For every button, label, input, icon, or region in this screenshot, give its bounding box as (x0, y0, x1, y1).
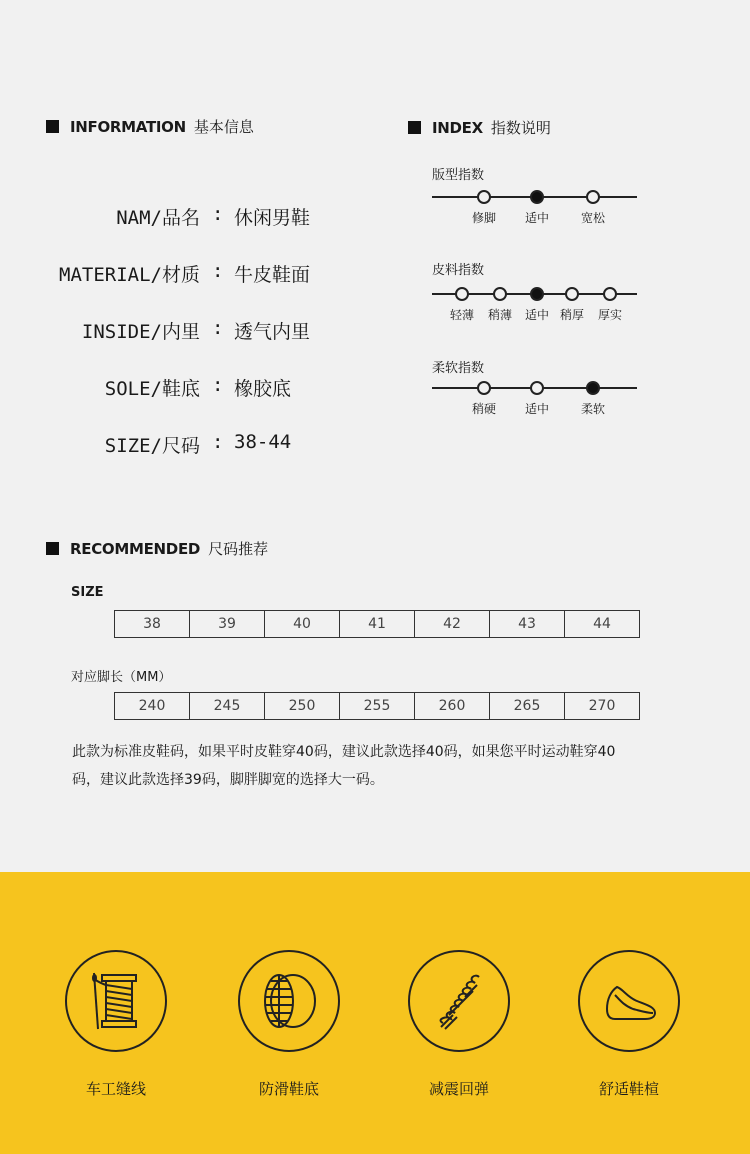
size-cell: 40 (265, 611, 340, 638)
foot-length-cell: 265 (490, 693, 565, 720)
foot-length-cell: 270 (565, 693, 640, 720)
info-colon: : (212, 317, 224, 339)
info-label: SIZE/尺码 (104, 435, 200, 457)
feature-icon-circle (65, 950, 167, 1052)
index-dot-selected (530, 190, 544, 204)
index-dot (565, 287, 579, 301)
index-option-label: 宽松 (580, 211, 605, 225)
info-heading-en: INFORMATION (70, 117, 186, 136)
thread-spool-icon (84, 969, 148, 1033)
feature-comfort-last (574, 950, 684, 1099)
index-scale-title: 柔软指数 (432, 361, 485, 376)
size-advice-line: 此款为标准皮鞋码，如果平时皮鞋穿40码，建议此款选择40码，如果您平时运动鞋穿40 (72, 744, 616, 760)
info-row (0, 317, 380, 347)
info-colon: : (212, 431, 224, 453)
square-bullet-icon (46, 120, 59, 133)
feature-icon-circle (238, 950, 340, 1052)
info-heading-cn: 基本信息 (193, 118, 254, 136)
index-dot (586, 190, 600, 204)
info-value: 透气内里 (234, 321, 311, 343)
size-cell: 39 (190, 611, 265, 638)
size-advice-line: 码，建议此款选择39码，脚胖脚宽的选择大一码。 (72, 772, 384, 788)
info-label: INSIDE/内里 (81, 321, 200, 343)
foot-length-cell: 250 (265, 693, 340, 720)
foot-length-cell: 260 (415, 693, 490, 720)
shoe-last-icon (597, 969, 661, 1033)
index-heading (408, 117, 551, 138)
index-option-label: 柔软 (580, 402, 605, 416)
info-value: 牛皮鞋面 (234, 264, 311, 286)
index-dot (493, 287, 507, 301)
info-row (0, 260, 380, 290)
square-bullet-icon (46, 542, 59, 555)
feature-label: 车工缝线 (85, 1080, 146, 1098)
index-dot (603, 287, 617, 301)
index-option-label: 稍硬 (471, 402, 496, 416)
info-label: MATERIAL/材质 (59, 264, 200, 286)
info-row (0, 203, 380, 233)
info-value: 橡胶底 (234, 378, 292, 400)
feature-icon-circle (578, 950, 680, 1052)
feature-anti-slip (234, 950, 344, 1099)
size-advice-note (72, 738, 732, 794)
index-option-label: 适中 (524, 211, 549, 225)
info-colon: : (212, 260, 224, 282)
index-option-label: 适中 (524, 308, 549, 322)
index-option-label: 稍厚 (559, 308, 584, 322)
index-option-label: 厚实 (597, 308, 622, 322)
index-option-label: 稍薄 (487, 308, 512, 322)
info-colon: : (212, 203, 224, 225)
feature-cushion (404, 950, 514, 1099)
size-table (114, 610, 640, 638)
index-option-label: 修脚 (471, 211, 496, 225)
size-cell: 41 (340, 611, 415, 638)
index-option-label: 适中 (524, 402, 549, 416)
index-heading-en: INDEX (432, 118, 483, 137)
recommended-heading-en: RECOMMENDED (70, 539, 201, 558)
size-cell: 38 (115, 611, 190, 638)
index-scale-title: 版型指数 (432, 168, 485, 183)
feature-icon-circle (408, 950, 510, 1052)
size-label: SIZE (71, 585, 104, 600)
info-value: 休闲男鞋 (234, 207, 311, 229)
recommended-heading (46, 538, 268, 559)
feature-label: 防滑鞋底 (258, 1080, 319, 1098)
info-row (0, 431, 380, 461)
size-cell: 43 (490, 611, 565, 638)
info-value: 38-44 (234, 431, 292, 453)
index-dot (477, 190, 491, 204)
index-dot (455, 287, 469, 301)
index-dot-selected (586, 381, 600, 395)
feature-label: 减震回弹 (428, 1080, 489, 1098)
tire-tread-icon (257, 969, 321, 1033)
square-bullet-icon (408, 121, 421, 134)
recommended-heading-cn: 尺码推荐 (208, 540, 269, 558)
index-heading-cn: 指数说明 (490, 119, 551, 137)
feature-label: 舒适鞋楦 (598, 1080, 659, 1098)
size-cell: 42 (415, 611, 490, 638)
info-colon: : (212, 374, 224, 396)
info-label: NAM/品名 (116, 207, 200, 229)
index-scale-title: 皮料指数 (432, 263, 485, 278)
index-dot (530, 381, 544, 395)
index-dot-selected (530, 287, 544, 301)
foot-length-table (114, 692, 640, 720)
index-dot (477, 381, 491, 395)
info-heading (46, 116, 254, 137)
foot-length-label: 对应脚长（MM） (71, 670, 172, 685)
foot-length-cell: 245 (190, 693, 265, 720)
foot-length-cell: 240 (115, 693, 190, 720)
spring-icon (427, 969, 491, 1033)
index-option-label: 轻薄 (449, 308, 474, 322)
info-label: SOLE/鞋底 (104, 378, 200, 400)
feature-stitching (61, 950, 171, 1099)
info-row (0, 374, 380, 404)
foot-length-cell: 255 (340, 693, 415, 720)
size-cell: 44 (565, 611, 640, 638)
